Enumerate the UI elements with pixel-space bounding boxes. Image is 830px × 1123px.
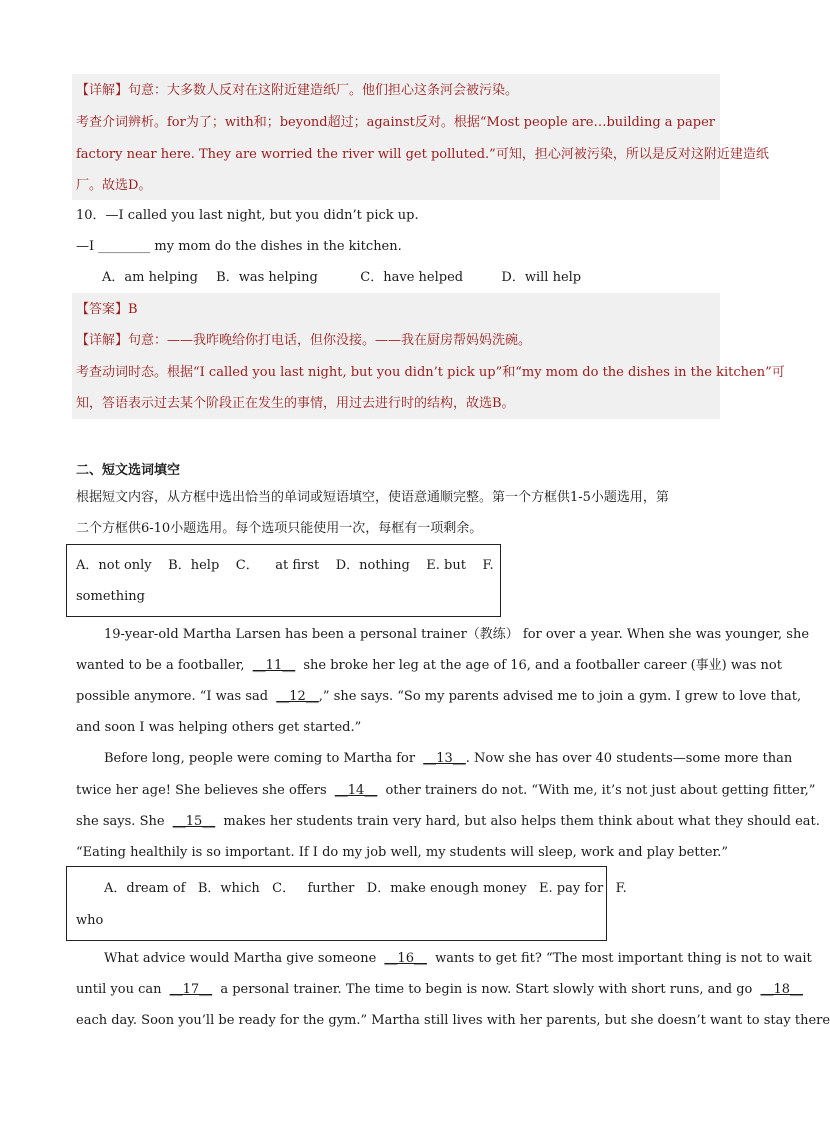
q9-explain-line1: 【详解】句意：大多数人反对在这附近建造纸厂。他们担心这条河会被污染。 <box>76 83 519 98</box>
blank-18[interactable]: __18__ <box>760 982 804 997</box>
passage-text: makes her students train very hard, but also helps them think about what they should eat. <box>223 814 820 829</box>
q10-option-d[interactable]: D．will help <box>501 270 582 285</box>
q10-blank: ________ <box>98 239 151 254</box>
q10-option-c[interactable]: C．have helped <box>360 270 464 285</box>
q9-explain-line4: 厂。故选D。 <box>76 178 152 193</box>
passage-text: a personal trainer. The time to begin is now. Start slowly with short runs, and go <box>220 982 753 997</box>
passage-text: ,” she says. “So my parents advised me to join a gym. I grew to love that, <box>318 689 802 704</box>
passage-text: Before long, people were coming to Martha for <box>104 751 416 766</box>
word-box-2-line2: who <box>76 913 104 928</box>
word-box-1-line2: something <box>76 589 145 604</box>
q10-line2-post: my mom do the dishes in the kitchen. <box>154 239 402 254</box>
word-box-2-line1: A．dream of B．which C． further D．make enough money E. pay for F. <box>104 881 627 896</box>
passage-p2-line3 <box>76 813 820 831</box>
passage-p2-line2 <box>76 782 816 800</box>
q10-line2-pre: —I <box>76 239 95 254</box>
passage-p2-line4: “Eating healthily is so important. If I do my job well, my students will sleep, work and play better.” <box>76 845 729 860</box>
blank-16[interactable]: __16__ <box>384 951 427 966</box>
passage-p2-line1 <box>104 750 793 768</box>
blank-17[interactable]: __17__ <box>169 982 213 997</box>
passage-text: she says. She <box>76 814 165 829</box>
q10-explain-line3: 知，答语表示过去某个阶段正在发生的事情，用过去进行时的结构，故选B。 <box>76 396 515 411</box>
q10-answer: 【答案】B <box>76 302 138 317</box>
q9-explain-line3: factory near here. They are worried the river will get polluted.”可知，担心河被污染，所以是反对这附近建造纸 <box>76 147 769 162</box>
blank-11[interactable]: __11__ <box>252 658 296 673</box>
q9-explain-line2: 考查介词辨析。for为了；with和；beyond超过；against反对。根据“Most people are…building a paper <box>76 115 715 130</box>
word-box-1-line1: A．not only B．help C． at first D．nothing E. but F. <box>76 558 494 573</box>
q10-options <box>102 269 745 287</box>
passage-text: wanted to be a footballer, <box>76 658 245 673</box>
passage-p1-line1: 19-year-old Martha Larsen has been a personal trainer（教练） for over a year. When she was younger, she <box>104 627 810 642</box>
section-instructions-2: 二个方框供6-10小题选用。每个选项只能使用一次，每框有一项剩余。 <box>76 521 483 536</box>
passage-text: possible anymore. “I was sad <box>76 689 269 704</box>
section-heading: 二、短文选词填空 <box>76 463 181 478</box>
q10-explain-line1: 【详解】句意：——我昨晚给你打电话，但你没接。——我在厨房帮妈妈洗碗。 <box>76 333 532 348</box>
passage-p3-line2 <box>76 981 804 999</box>
passage-p3-line3: each day. Soon you’ll be ready for the gym.” Martha still lives with her parents, but she doesn’t want to stay there <box>76 1013 830 1028</box>
passage-text: wants to get fit? “The most important thing is not to wait <box>435 951 812 966</box>
passage-text: other trainers do not. “With me, it’s not just about getting fitter,” <box>385 783 816 798</box>
passage-text: she broke her leg at the age of 16, and a footballer career (事业) was not <box>303 658 782 673</box>
word-box-1 <box>66 544 501 617</box>
blank-12[interactable]: __12__ <box>276 689 319 704</box>
blank-14[interactable]: __14__ <box>334 783 378 798</box>
q10-explain-line2: 考查动词时态。根据“I called you last night, but you didn’t pick up”和“my mom do the dishes in the kitchen”可 <box>76 365 785 380</box>
passage-text: . Now she has over 40 students—some more than <box>465 751 793 766</box>
passage-p1-line4: and soon I was helping others get started.” <box>76 720 362 735</box>
passage-p1-line2 <box>76 657 782 675</box>
q10-option-a[interactable]: A．am helping <box>102 270 198 285</box>
passage-text: What advice would Martha give someone <box>104 951 377 966</box>
passage-text: until you can <box>76 982 162 997</box>
blank-13[interactable]: __13__ <box>423 751 466 766</box>
section-instructions-1: 根据短文内容，从方框中选出恰当的单词或短语填空，使语意通顺完整。第一个方框供1-5小题选用，第 <box>76 490 669 505</box>
q10-stem: 10．—I called you last night, but you didn’t pick up. <box>76 208 419 223</box>
q10-line2 <box>76 238 719 256</box>
passage-p3-line1 <box>104 950 812 968</box>
blank-15[interactable]: __15__ <box>172 814 216 829</box>
q10-option-b[interactable]: B．was helping <box>216 270 318 285</box>
passage-p1-line3 <box>76 688 802 706</box>
passage-text: twice her age! She believes she offers <box>76 783 327 798</box>
